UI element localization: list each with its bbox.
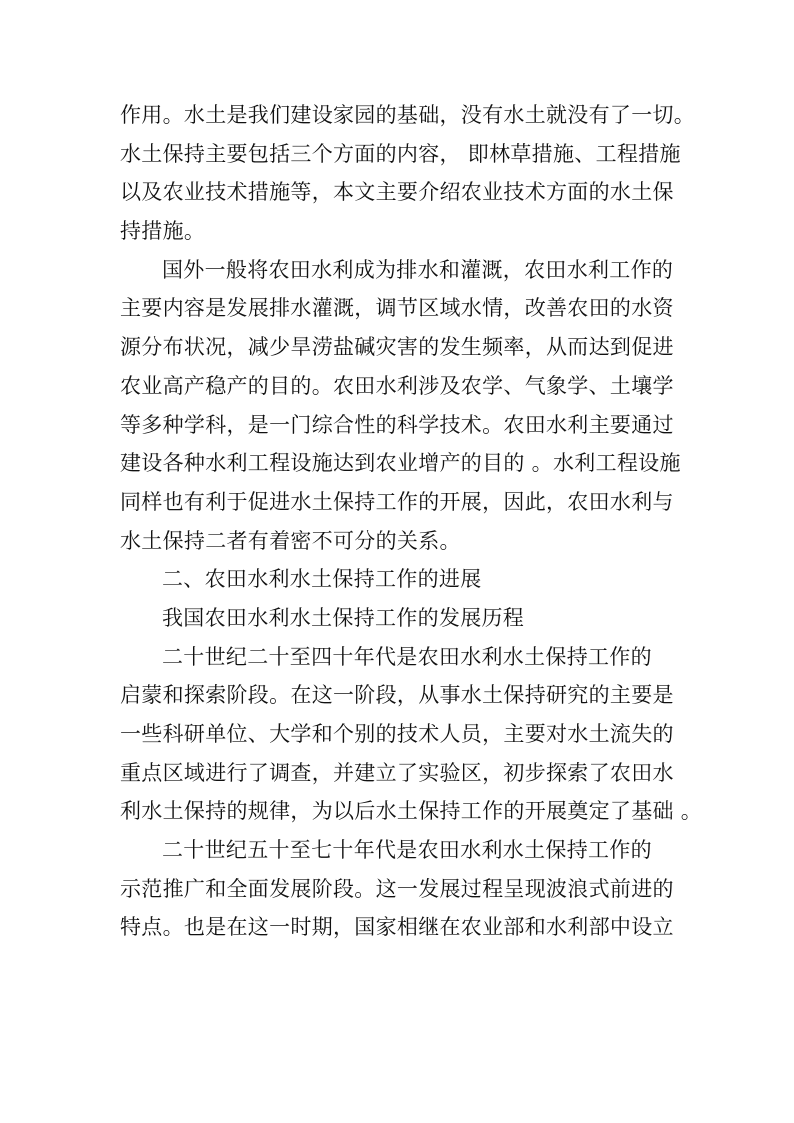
text-line-22: 特点。也是在这一时期，国家相继在农业部和水利部中设立 — [120, 915, 674, 940]
text-line-16: 启蒙和探索阶段。在这一阶段，从事水土保持研究的主要是 — [120, 683, 674, 708]
text-line-8: 农业高产稳产的目的。农田水利涉及农学、气象学、土壤学 — [120, 373, 674, 398]
text-line-2: 水土保持主要包括三个方面的内容， 即林草措施、工程措施 — [120, 141, 681, 166]
text-line-11: 同样也有利于促进水土保持工作的开展，因此，农田水利与 — [120, 489, 674, 514]
text-line-9: 等多种学科，是一门综合性的科学技术。农田水利主要通过 — [120, 412, 674, 437]
text-line-20: 二十世纪五十至七十年代是农田水利水土保持工作的 — [162, 838, 652, 863]
text-line-10: 建设各种水利工程设施达到农业增产的目的 。水利工程设施 — [120, 451, 681, 476]
text-line-3: 以及农业技术措施等，本文主要介绍农业技术方面的水土保 — [120, 180, 674, 205]
text-line-1: 作用。水土是我们建设家园的基础，没有水土就没有了一切。 — [120, 103, 696, 127]
text-line-6: 主要内容是发展排水灌溉，调节区域水情，改善农田的水资 — [120, 296, 674, 321]
text-line-15: 二十世纪二十至四十年代是农田水利水土保持工作的 — [162, 644, 652, 669]
text-line-12: 水土保持二者有着密不可分的关系。 — [120, 528, 461, 553]
text-line-21: 示范推广和全面发展阶段。这一发展过程呈现波浪式前进的 — [120, 876, 674, 901]
text-line-17: 一些科研单位、大学和个别的技术人员，主要对水土流失的 — [120, 722, 674, 746]
text-line-5: 国外一般将农田水利成为排水和灌溉，农田水利工作的 — [162, 257, 674, 282]
text-line-18: 重点区域进行了调查，并建立了实验区，初步探索了农田水 — [120, 760, 674, 785]
text-line-4: 持措施。 — [120, 219, 206, 244]
text-line-19: 利水土保持的规律，为以后水土保持工作的开展奠定了基础 。 — [120, 799, 703, 824]
text-line-7: 源分布状况，减少旱涝盐碱灾害的发生频率，从而达到促进 — [120, 335, 674, 360]
subsection-heading: 我国农田水利水土保持工作的发展历程 — [162, 605, 525, 630]
document-body — [120, 96, 703, 947]
section-heading: 二、农田水利水土保持工作的进展 — [162, 567, 482, 592]
